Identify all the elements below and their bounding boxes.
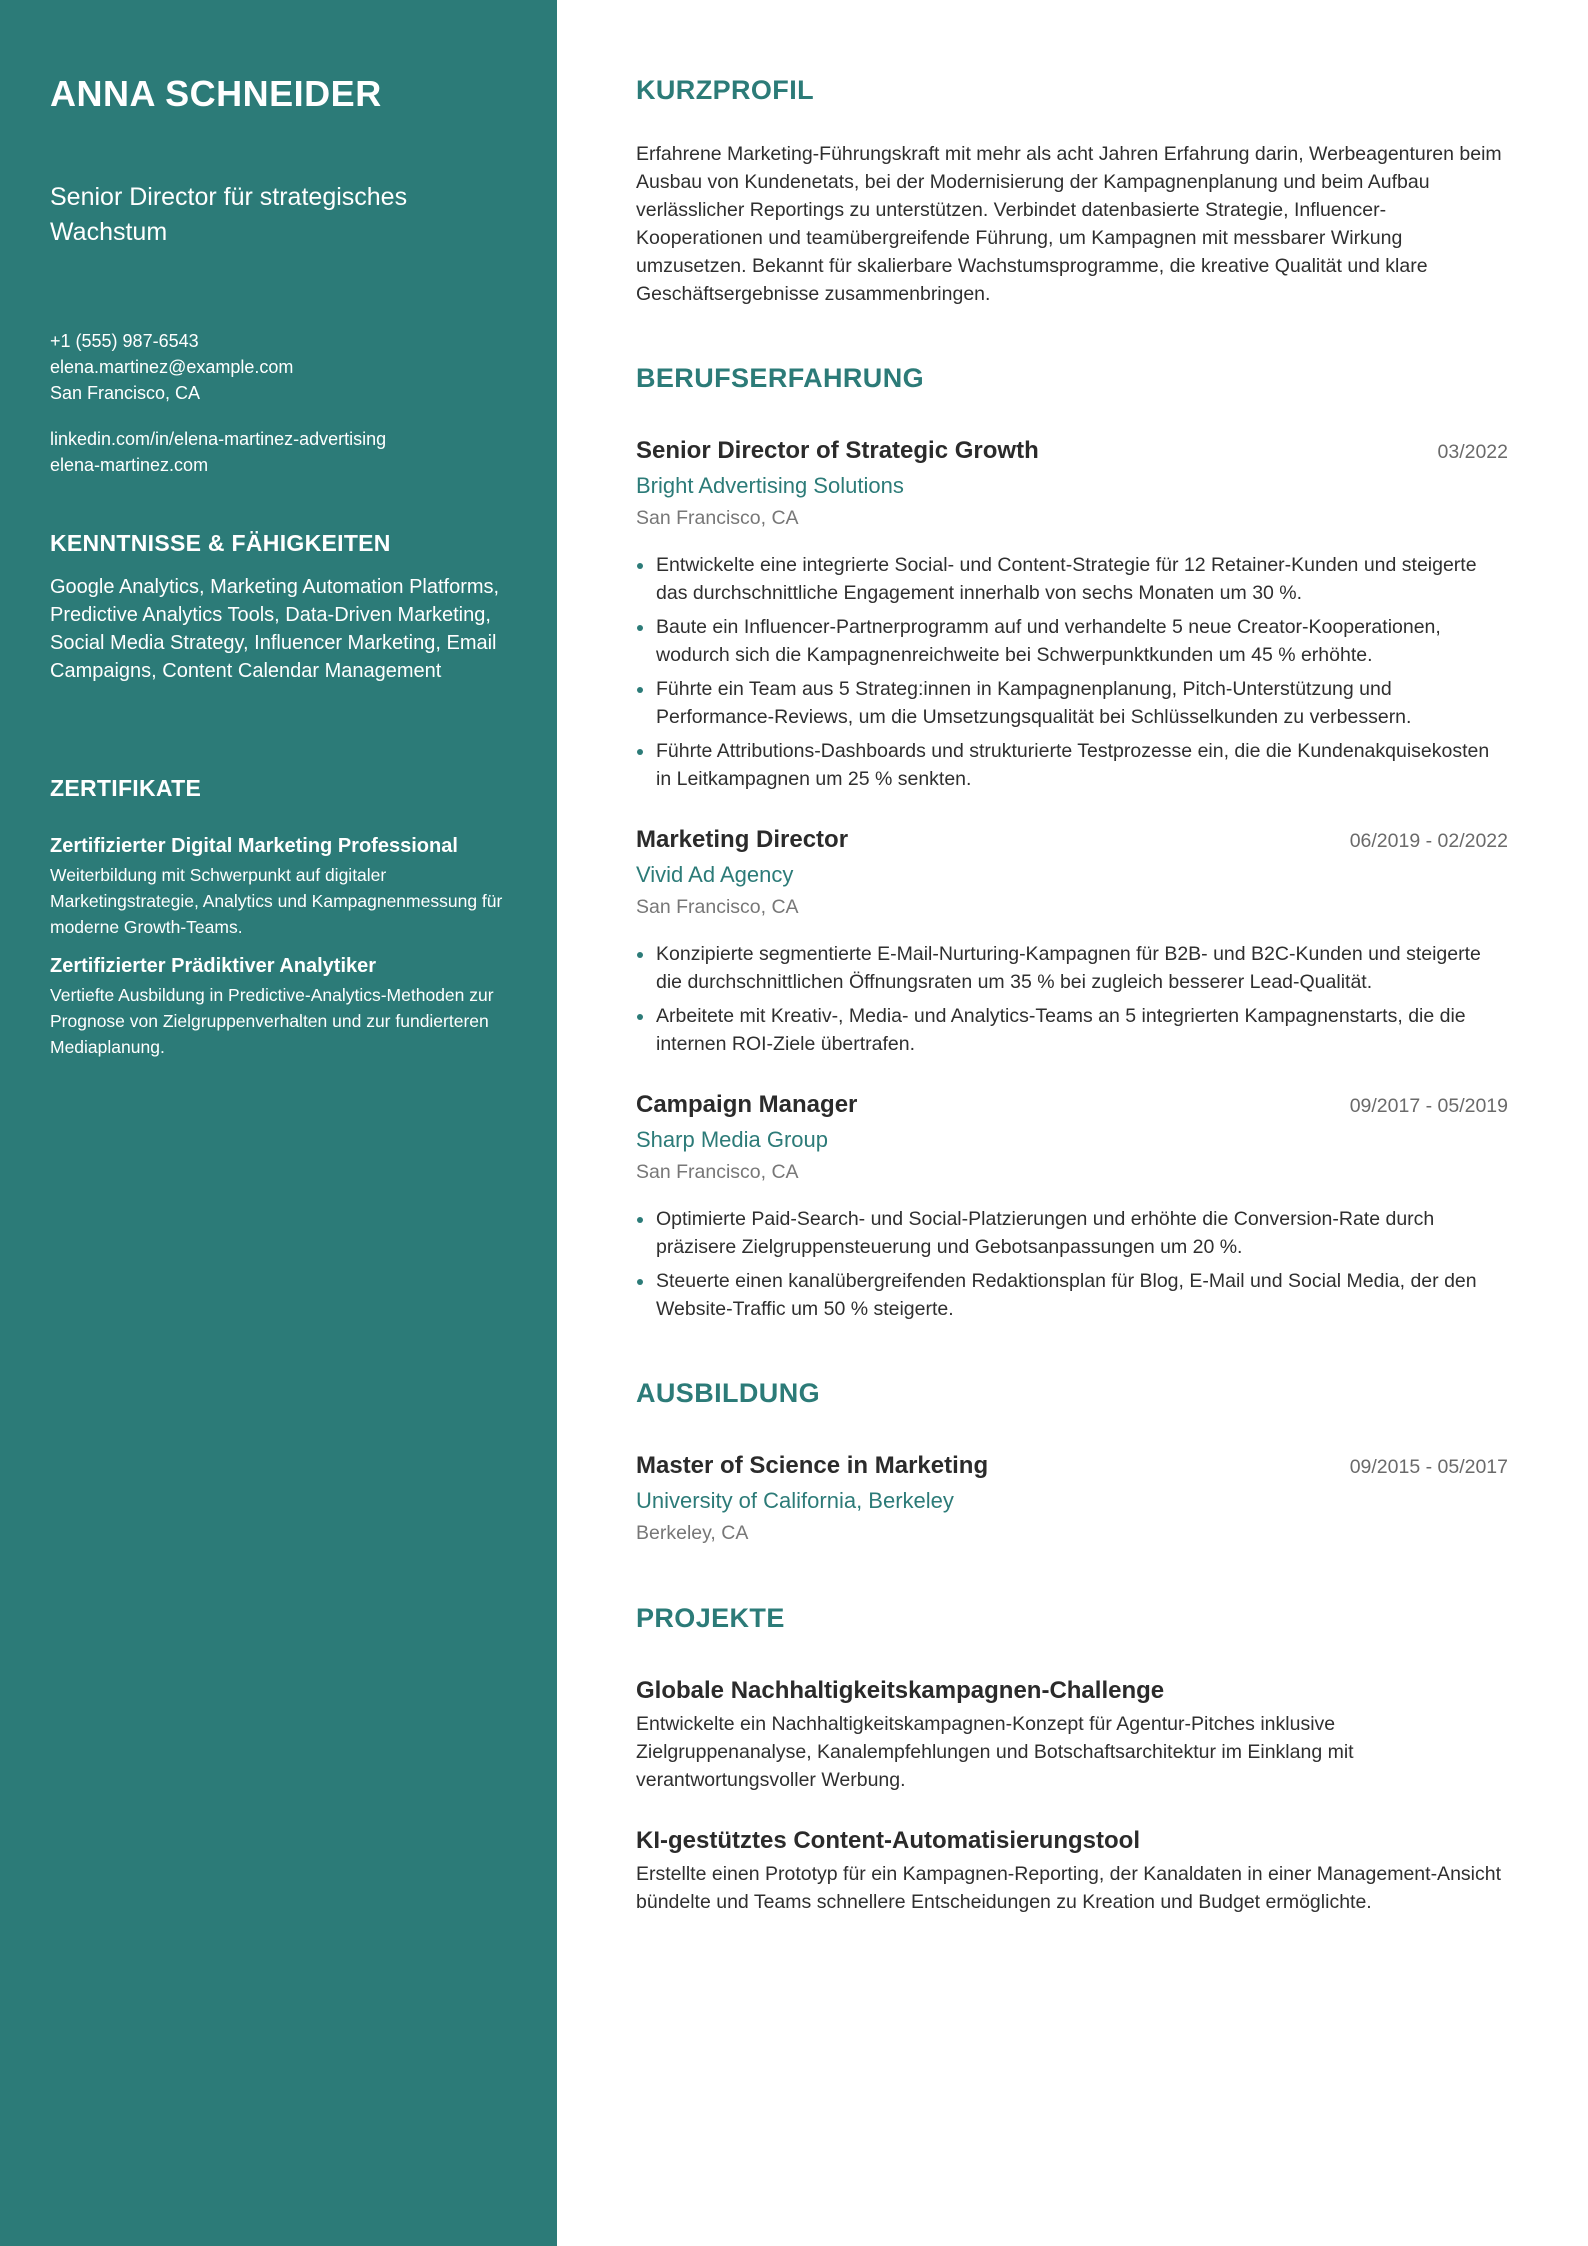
skills-heading: KENNTNISSE & FÄHIGKEITEN	[50, 530, 391, 556]
job-bullets	[636, 940, 1508, 1058]
experience-heading: BERUFSERFAHRUNG	[636, 363, 925, 393]
school-name: University of California, Berkeley	[636, 1488, 954, 1513]
job-location: San Francisco, CA	[636, 896, 799, 918]
certificate-item	[50, 952, 507, 1060]
certificate-item	[50, 832, 507, 940]
website-link[interactable]: elena-martinez.com	[50, 455, 209, 475]
certificate-description: Vertiefte Ausbildung in Predictive-Analytics-Methoden zur Prognose von Zielgruppenverhalten und zur fundierteren Mediaplanung.	[50, 985, 494, 1057]
job-title: Marketing Director	[636, 826, 849, 853]
location: San Francisco, CA	[50, 383, 201, 403]
project-description: Entwickelte ein Nachhaltigkeitskampagnen-Konzept für Agentur-Pitches inklusive Zielgruppenanalyse, Kanalempfehlungen und Botschaftsarchitektur im Einklang mit verantwortungsvoller Werbung.	[636, 1713, 1354, 1791]
experience-section	[636, 358, 1508, 1323]
candidate-name: ANNA SCHNEIDER	[50, 73, 382, 114]
job-date: 06/2019 - 02/2022	[1349, 830, 1508, 852]
project-title: KI-gestütztes Content-Automatisierungstool	[636, 1827, 1140, 1854]
job-location: San Francisco, CA	[636, 1161, 799, 1183]
job-bullet: Führte ein Team aus 5 Strateg:innen in Kampagnenplanung, Pitch-Unterstützung und Performance-Reviews, um die Umsetzungsqualität bei Schlüsselkunden zu verbessern.	[636, 675, 1508, 731]
project-entry	[636, 1824, 1508, 1916]
job-title: Senior Director of Strategic Growth	[636, 437, 1039, 464]
job-entry	[636, 823, 1508, 1058]
skills-list: Google Analytics, Marketing Automation Platforms, Predictive Analytics Tools, Data-Driven Marketing, Social Media Strategy, Influencer Marketing, Email Campaigns, Content Calendar Management	[50, 576, 500, 682]
certificates-heading: ZERTIFIKATE	[50, 775, 202, 801]
phone-number: +1 (555) 987-6543	[50, 331, 199, 351]
education-date: 09/2015 - 05/2017	[1349, 1456, 1508, 1478]
job-bullet: Optimierte Paid-Search- und Social-Platzierungen und erhöhte die Conversion-Rate durch präzisere Zielgruppensteuerung und Gebotsanpassungen um 20 %.	[636, 1205, 1508, 1261]
sidebar	[0, 0, 557, 2246]
education-section	[636, 1373, 1508, 1548]
certificate-title: Zertifizierter Digital Marketing Professional	[50, 835, 458, 857]
job-bullets	[636, 1205, 1508, 1323]
education-entry	[636, 1449, 1508, 1548]
projects-section	[636, 1598, 1508, 1916]
email-address: elena.martinez@example.com	[50, 357, 294, 377]
summary-section	[636, 70, 1508, 308]
job-date: 03/2022	[1437, 441, 1508, 463]
certificate-description: Weiterbildung mit Schwerpunkt auf digitaler Marketingstrategie, Analytics und Kampagnenmessung für moderne Growth-Teams.	[50, 865, 503, 937]
company-name: Sharp Media Group	[636, 1127, 828, 1152]
main-content	[557, 0, 1588, 2246]
summary-heading: KURZPROFIL	[636, 75, 814, 105]
job-bullet: Entwickelte eine integrierte Social- und Content-Strategie für 12 Retainer-Kunden und steigerte das durchschnittliche Engagement innerhalb von sechs Monaten um 30 %.	[636, 551, 1508, 607]
education-heading: AUSBILDUNG	[636, 1378, 820, 1408]
linkedin-link[interactable]: linkedin.com/in/elena-martinez-advertising	[50, 429, 387, 449]
certificates-list	[50, 832, 507, 1060]
project-entry	[636, 1674, 1508, 1794]
company-name: Bright Advertising Solutions	[636, 473, 904, 498]
job-title: Campaign Manager	[636, 1091, 858, 1118]
contact-info	[50, 328, 507, 478]
projects-heading: PROJEKTE	[636, 1603, 785, 1633]
job-bullet: Baute ein Influencer-Partnerprogramm auf und verhandelte 5 neue Creator-Kooperationen, wodurch sich die Kampagnenreichweite bei Schwerpunktkunden um 45 % erhöhte.	[636, 613, 1508, 669]
job-bullet: Steuerte einen kanalübergreifenden Redaktionsplan für Blog, E-Mail und Social Media, der den Website-Traffic um 50 % steigerte.	[636, 1267, 1508, 1323]
job-location: San Francisco, CA	[636, 507, 799, 529]
job-bullet: Führte Attributions-Dashboards und strukturierte Testprozesse ein, die die Kundenakquisekosten in Leitkampagnen um 25 % senkten.	[636, 737, 1508, 793]
job-date: 09/2017 - 05/2019	[1349, 1095, 1508, 1117]
project-description: Erstellte einen Prototyp für ein Kampagnen-Reporting, der Kanaldaten in einer Management-Ansicht bündelte und Teams schnellere Entscheidungen zu Kreation und Budget ermöglichte.	[636, 1863, 1502, 1913]
candidate-headline: Senior Director für strategisches Wachstum	[50, 183, 408, 246]
job-entry	[636, 1088, 1508, 1323]
job-bullet: Konzipierte segmentierte E-Mail-Nurturing-Kampagnen für B2B- und B2C-Kunden und steigerte die durchschnittlichen Öffnungsraten um 35 % bei zugleich besserer Lead-Qualität.	[636, 940, 1508, 996]
project-title: Globale Nachhaltigkeitskampagnen-Challenge	[636, 1677, 1165, 1704]
company-name: Vivid Ad Agency	[636, 862, 794, 887]
school-location: Berkeley, CA	[636, 1522, 749, 1544]
certificate-title: Zertifizierter Prädiktiver Analytiker	[50, 955, 377, 977]
job-entry	[636, 434, 1508, 793]
job-bullet: Arbeitete mit Kreativ-, Media- und Analytics-Teams an 5 integrierten Kampagnenstarts, die die internen ROI-Ziele übertrafen.	[636, 1002, 1508, 1058]
job-bullets	[636, 551, 1508, 793]
summary-text: Erfahrene Marketing-Führungskraft mit mehr als acht Jahren Erfahrung darin, Werbeagenturen beim Ausbau von Kundenetats, bei der Modernisierung der Kampagnenplanung und beim Aufbau verlässlicher Reportings zu unterstützen. Verbindet datenbasierte Strategie, Influencer-Kooperationen und teamübergreifende Führung, um Kampagnen mit messbarer Wirkung umzusetzen. Bekannt für skalierbare Wachstumsprogramme, die kreative Qualität und klare Geschäftsergebnisse zusammenbringen.	[636, 143, 1502, 305]
degree-title: Master of Science in Marketing	[636, 1452, 989, 1479]
